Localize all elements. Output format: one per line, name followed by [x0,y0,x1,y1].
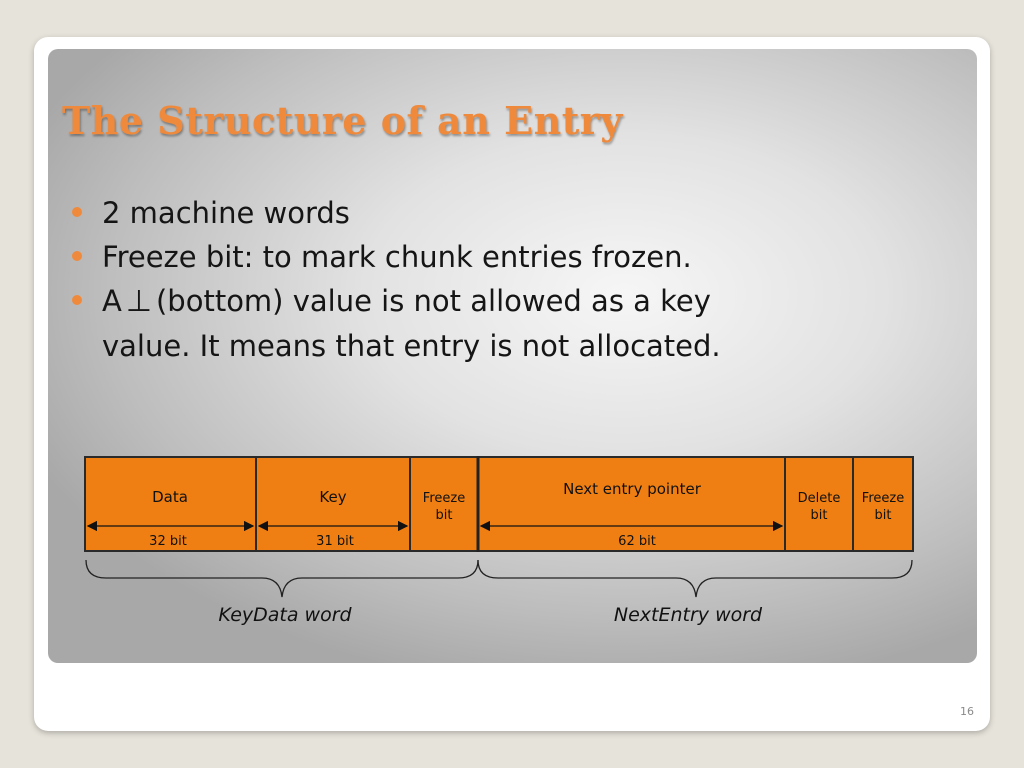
bottom-symbol: ⊥ [125,284,152,319]
delete-bit-label-line1: Delete [797,491,841,506]
delete-bit-label-line2: bit [810,508,828,523]
page-number: 16 [960,705,974,718]
nextentry-word-label: NextEntry word [613,604,763,626]
bullet-text-line2: value. It means that entry is not allocated. [102,329,721,363]
bullet-text-pre: A [102,284,122,318]
key-bit-width: 31 bit [316,534,354,549]
next-entry-pointer-label: Next entry pointer [563,480,701,498]
pointer-bit-width: 62 bit [618,534,656,549]
freeze-bit-2-label-line2: bit [874,508,892,523]
keydata-brace [86,560,478,597]
key-field-label: Key [319,488,347,506]
freeze-bit-label-line1: Freeze [422,491,466,506]
freeze-bit-label-line2: bit [435,508,453,523]
keydata-word-label: KeyData word [218,604,352,626]
bullet-text: Freeze bit: to mark chunk entries frozen. [102,240,692,274]
bullet-text-post: (bottom) value is not allowed as a key [155,284,711,318]
data-bit-width: 32 bit [149,534,187,549]
slide-title: The Structure of an Entry [62,98,623,143]
nextentry-brace [478,560,912,597]
data-field-label: Data [152,488,188,506]
nextentry-word-cells [478,457,913,551]
bullet-text: 2 machine words [102,196,350,230]
freeze-bit-2-label-line1: Freeze [861,491,905,506]
keydata-word-cells [85,457,478,551]
